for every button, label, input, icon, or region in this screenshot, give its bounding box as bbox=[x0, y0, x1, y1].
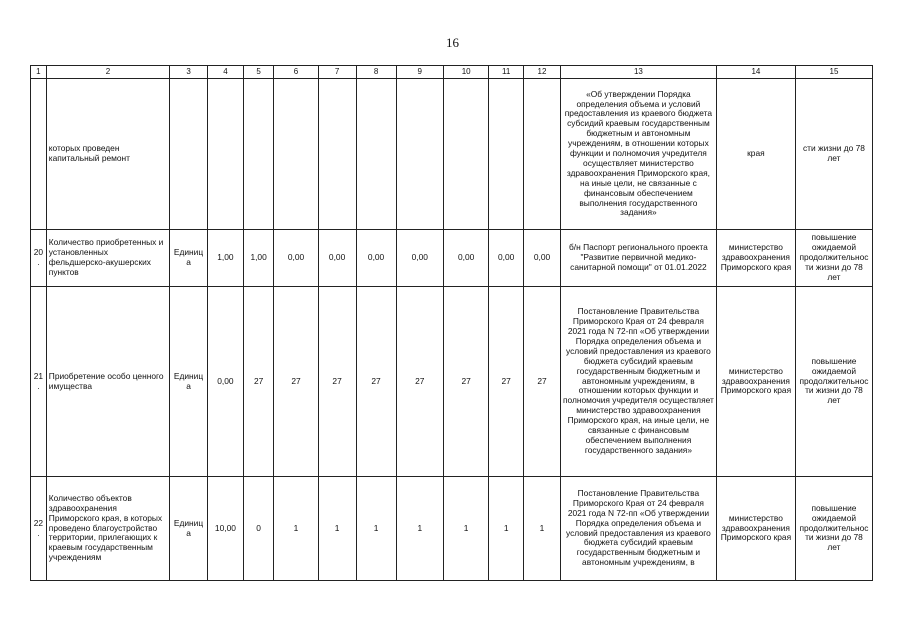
value-cell: 27 bbox=[489, 287, 524, 477]
page-number: 16 bbox=[446, 35, 459, 50]
column-header: 7 bbox=[318, 66, 356, 79]
table-row-20 bbox=[31, 230, 873, 287]
unit-cell: Единица bbox=[170, 287, 208, 477]
value-cell bbox=[489, 79, 524, 230]
row-number-cell: 21. bbox=[31, 287, 47, 477]
goal-cell: повышение ожидаемой продолжительности жизни до 78 лет bbox=[795, 287, 872, 477]
column-header: 11 bbox=[489, 66, 524, 79]
column-header: 8 bbox=[356, 66, 396, 79]
value-cell: 0,00 bbox=[208, 287, 244, 477]
value-cell: 1,00 bbox=[243, 230, 274, 287]
row-number-cell: 22. bbox=[31, 477, 47, 581]
indicator-table bbox=[30, 65, 873, 581]
value-cell bbox=[524, 79, 561, 230]
value-cell: 1 bbox=[489, 477, 524, 581]
column-header: 15 bbox=[795, 66, 872, 79]
value-cell: 1 bbox=[274, 477, 318, 581]
legal-basis-cell: Постановление Правительства Приморского Края от 24 февраля 2021 года N 72-пп «Об утверждении Порядка определения объема и условий предоставления из краевого бюджета субсидий краевым государственным бюджетным и автономным учреждениям, в bbox=[560, 477, 716, 581]
column-header: 13 bbox=[560, 66, 716, 79]
column-header: 5 bbox=[243, 66, 274, 79]
value-cell: 1 bbox=[524, 477, 561, 581]
value-cell: 0,00 bbox=[274, 230, 318, 287]
goal-cell: сти жизни до 78 лет bbox=[795, 79, 872, 230]
table-row-continued bbox=[31, 79, 873, 230]
legal-basis-cell: Постановление Правительства Приморского Края от 24 февраля 2021 года N 72-пп «Об утверждении Порядка определения объема и условий предоставления из краевого бюджета субсидий краевым государственным бюджетным и автономным учреждениям, в отношении которых функции и полномочия учредителя осуществляет министерство здравоохранения Приморского края, на иные цели, не связанные с финансовым обеспечением выполнения государственного задания» bbox=[560, 287, 716, 477]
unit-cell: Единица bbox=[170, 230, 208, 287]
table-row-22 bbox=[31, 477, 873, 581]
value-cell: 27 bbox=[318, 287, 356, 477]
value-cell: 27 bbox=[396, 287, 443, 477]
row-number-cell bbox=[31, 79, 47, 230]
column-header: 14 bbox=[716, 66, 795, 79]
value-cell: 27 bbox=[274, 287, 318, 477]
indicator-table-wrapper bbox=[30, 65, 873, 581]
column-header: 3 bbox=[170, 66, 208, 79]
column-header: 4 bbox=[208, 66, 244, 79]
indicator-name-cell: Количество приобретенных и установленных фельдшерско-акушерских пунктов bbox=[46, 230, 169, 287]
value-cell: 1 bbox=[356, 477, 396, 581]
column-header: 9 bbox=[396, 66, 443, 79]
legal-basis-cell: «Об утверждении Порядка определения объема и условий предоставления из краевого бюджета субсидий краевым государственным бюджетным и автономным учреждениям, в отношении которых функции и полномочия учредителя осуществляет министерство здравоохранения Приморского края, на иные цели, не связанные с финансовым обеспечением выполнения государственного задания» bbox=[560, 79, 716, 230]
value-cell: 1,00 bbox=[208, 230, 244, 287]
value-cell: 1 bbox=[443, 477, 488, 581]
value-cell: 0,00 bbox=[524, 230, 561, 287]
value-cell bbox=[356, 79, 396, 230]
value-cell bbox=[443, 79, 488, 230]
value-cell: 0,00 bbox=[356, 230, 396, 287]
value-cell: 27 bbox=[356, 287, 396, 477]
indicator-name-cell: Количество объектов здравоохранения Приморского края, в которых проведено благоустройство территории, прилегающих к краевым государственным учреждениям bbox=[46, 477, 169, 581]
value-cell bbox=[318, 79, 356, 230]
value-cell bbox=[274, 79, 318, 230]
value-cell: 27 bbox=[524, 287, 561, 477]
column-header: 12 bbox=[524, 66, 561, 79]
goal-cell: повышение ожидаемой продолжительности жизни до 78 лет bbox=[795, 477, 872, 581]
value-cell: 27 bbox=[243, 287, 274, 477]
executor-cell: министерство здравоохранения Приморского края bbox=[716, 287, 795, 477]
table-row-21 bbox=[31, 287, 873, 477]
executor-cell: министерство здравоохранения Приморского края bbox=[716, 477, 795, 581]
value-cell: 27 bbox=[443, 287, 488, 477]
legal-basis-cell: б/н Паспорт регионального проекта "Развитие первичной медико-санитарной помощи" от 01.01.2022 bbox=[560, 230, 716, 287]
value-cell: 0,00 bbox=[396, 230, 443, 287]
table-header-row bbox=[31, 66, 873, 79]
indicator-name-cell: которых проведен капитальный ремонт bbox=[46, 79, 169, 230]
value-cell: 0,00 bbox=[489, 230, 524, 287]
value-cell: 0 bbox=[243, 477, 274, 581]
column-header: 6 bbox=[274, 66, 318, 79]
executor-cell: министерство здравоохранения Приморского края bbox=[716, 230, 795, 287]
value-cell: 0,00 bbox=[318, 230, 356, 287]
unit-cell: Единица bbox=[170, 477, 208, 581]
value-cell: 1 bbox=[396, 477, 443, 581]
column-header: 1 bbox=[31, 66, 47, 79]
value-cell bbox=[396, 79, 443, 230]
goal-cell: повышение ожидаемой продолжительности жизни до 78 лет bbox=[795, 230, 872, 287]
row-number-cell: 20. bbox=[31, 230, 47, 287]
column-header: 10 bbox=[443, 66, 488, 79]
value-cell: 10,00 bbox=[208, 477, 244, 581]
column-header: 2 bbox=[46, 66, 169, 79]
executor-cell: края bbox=[716, 79, 795, 230]
value-cell: 1 bbox=[318, 477, 356, 581]
indicator-name-cell: Приобретение особо ценного имущества bbox=[46, 287, 169, 477]
value-cell bbox=[208, 79, 244, 230]
unit-cell bbox=[170, 79, 208, 230]
value-cell: 0,00 bbox=[443, 230, 488, 287]
value-cell bbox=[243, 79, 274, 230]
